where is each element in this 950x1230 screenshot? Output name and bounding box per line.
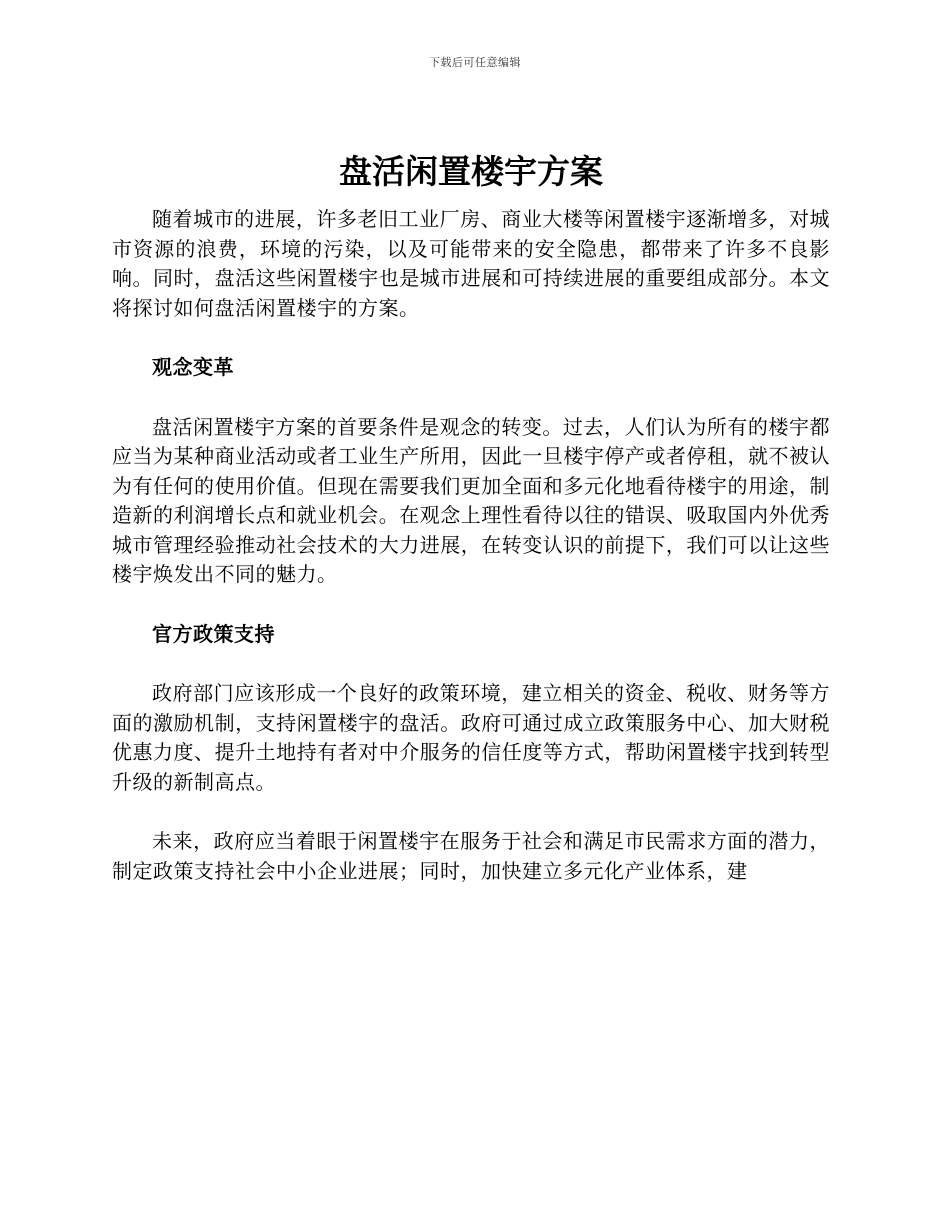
section-paragraph-policy-support-1: 政府部门应该形成一个良好的政策环境，建立相关的资金、税收、财务等方面的激励机制，支持闲置楼宇的盘活。政府可通过成立政策服务中心、加大财税优惠力度、提升土地持有者对中介服务的信任度等方式，帮助闲置楼宇找到转型升级的新制高点。 (112, 681, 830, 794)
section-paragraph-concept-change: 盘活闲置楼宇方案的首要条件是观念的转变。过去，人们认为所有的楼宇都应当为某种商业活动或者工业生产所用，因此一旦楼宇停产或者停租，就不被认为有任何的使用价值。但现在需要我们更加全面和多元化地看待楼宇的用途，制造新的利润增长点和就业机会。在观念上理性看待以往的错误、吸取国内外优秀城市管理经验推动社会技术的大力进展，在转变认识的前提下，我们可以让这些楼宇焕发出不同的魅力。 (112, 414, 830, 586)
section-heading-concept-change: 观念变革 (152, 355, 234, 379)
header-note: 下载后可任意编辑 (429, 56, 521, 69)
document-title: 盘活闲置楼宇方案 (339, 152, 603, 191)
section-paragraph-policy-support-2: 未来，政府应当着眼于闲置楼宇在服务于社会和满足市民需求方面的潜力，制定政策支持社会中小企业进展；同时，加快建立多元化产业体系，建 (112, 829, 830, 883)
document-body (112, 150, 830, 886)
section-heading-policy-support: 官方政策支持 (152, 621, 275, 646)
intro-paragraph: 随着城市的进展，许多老旧工业厂房、商业大楼等闲置楼宇逐渐增多，对城市资源的浪费，环境的污染，以及可能带来的安全隐患，都带来了许多不良影响。同时，盘活这些闲置楼宇也是城市进展和可持续进展的重要组成部分。本文将探讨如何盘活闲置楼宇的方案。 (112, 207, 830, 320)
